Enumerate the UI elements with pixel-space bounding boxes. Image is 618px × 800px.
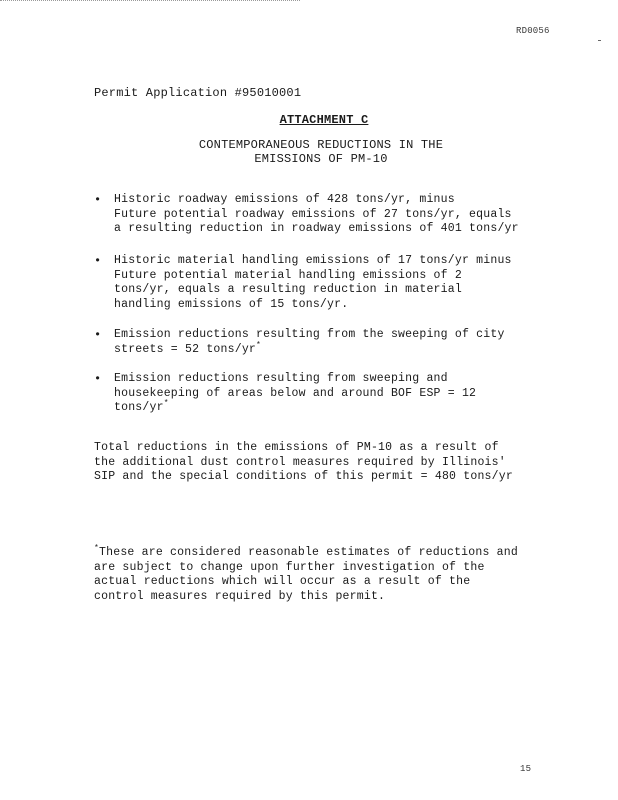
bullet-line-with-footnote bbox=[114, 401, 529, 416]
paragraph-line: Total reductions in the emissions of PM-10 as a result of bbox=[94, 441, 499, 454]
bullet-line: Emission reductions resulting from the sweeping of city bbox=[114, 328, 505, 341]
bullet-line: Future potential material handling emissions of 2 bbox=[114, 268, 462, 282]
heading-line-1: CONTEMPORANEOUS REDUCTIONS IN THE bbox=[198, 138, 444, 152]
bullet-icon: • bbox=[94, 193, 102, 207]
bullet-line: Historic roadway emissions of 428 tons/yr, minus bbox=[114, 193, 455, 206]
page-number: 15 bbox=[520, 764, 532, 774]
bullet-line: Historic material handling emissions of 17 tons/yr minus bbox=[114, 254, 512, 267]
attachment-label: ATTACHMENT C bbox=[279, 113, 369, 127]
footnote-mark: * bbox=[256, 340, 262, 350]
total-reductions-paragraph bbox=[94, 441, 534, 485]
bullet-line-text: streets = 52 tons/yr bbox=[114, 342, 257, 356]
scan-edge-artifact bbox=[0, 0, 300, 3]
footnote-text: These are considered reasonable estimates of reductions and bbox=[99, 546, 518, 559]
footnote-mark: * bbox=[94, 544, 100, 554]
heading-line-2: EMISSIONS OF PM-10 bbox=[254, 152, 388, 166]
bullet-line: handling emissions of 15 tons/yr. bbox=[114, 297, 349, 311]
bullet-line: tons/yr, equals a resulting reduction in material bbox=[114, 283, 462, 296]
permit-title: Permit Application #95010001 bbox=[94, 86, 302, 100]
footnote-line: actual reductions which will occur as a result of the bbox=[94, 575, 471, 588]
section-heading bbox=[0, 138, 618, 166]
bullet-icon: • bbox=[94, 254, 102, 268]
bullet-line: Future potential roadway emissions of 27 tons/yr, equals bbox=[114, 207, 512, 221]
footnote bbox=[94, 546, 534, 604]
attachment-header bbox=[0, 113, 618, 127]
footnote-line-with-mark bbox=[94, 546, 534, 561]
bullet-icon: • bbox=[94, 372, 102, 386]
footnote-mark: * bbox=[163, 399, 169, 409]
bullet-line: Emission reductions resulting from sweeping and bbox=[114, 372, 448, 385]
page-id: RD0056 bbox=[516, 26, 550, 36]
footnote-line: are subject to change upon further investigation of the bbox=[94, 560, 485, 574]
bullet-line-text: tons/yr bbox=[114, 401, 164, 414]
bullet-icon: • bbox=[94, 328, 102, 342]
scan-mark bbox=[598, 40, 601, 41]
bullet-line: housekeeping of areas below and around BOF ESP = 12 bbox=[114, 386, 477, 400]
footnote-line: control measures required by this permit. bbox=[94, 589, 386, 603]
paragraph-line: the additional dust control measures required by Illinois' bbox=[94, 455, 506, 469]
paragraph-line: SIP and the special conditions of this permit = 480 tons/yr bbox=[94, 470, 513, 483]
bullet-line: a resulting reduction in roadway emissions of 401 tons/yr bbox=[114, 222, 519, 235]
bullet-line-with-footnote bbox=[114, 340, 529, 358]
